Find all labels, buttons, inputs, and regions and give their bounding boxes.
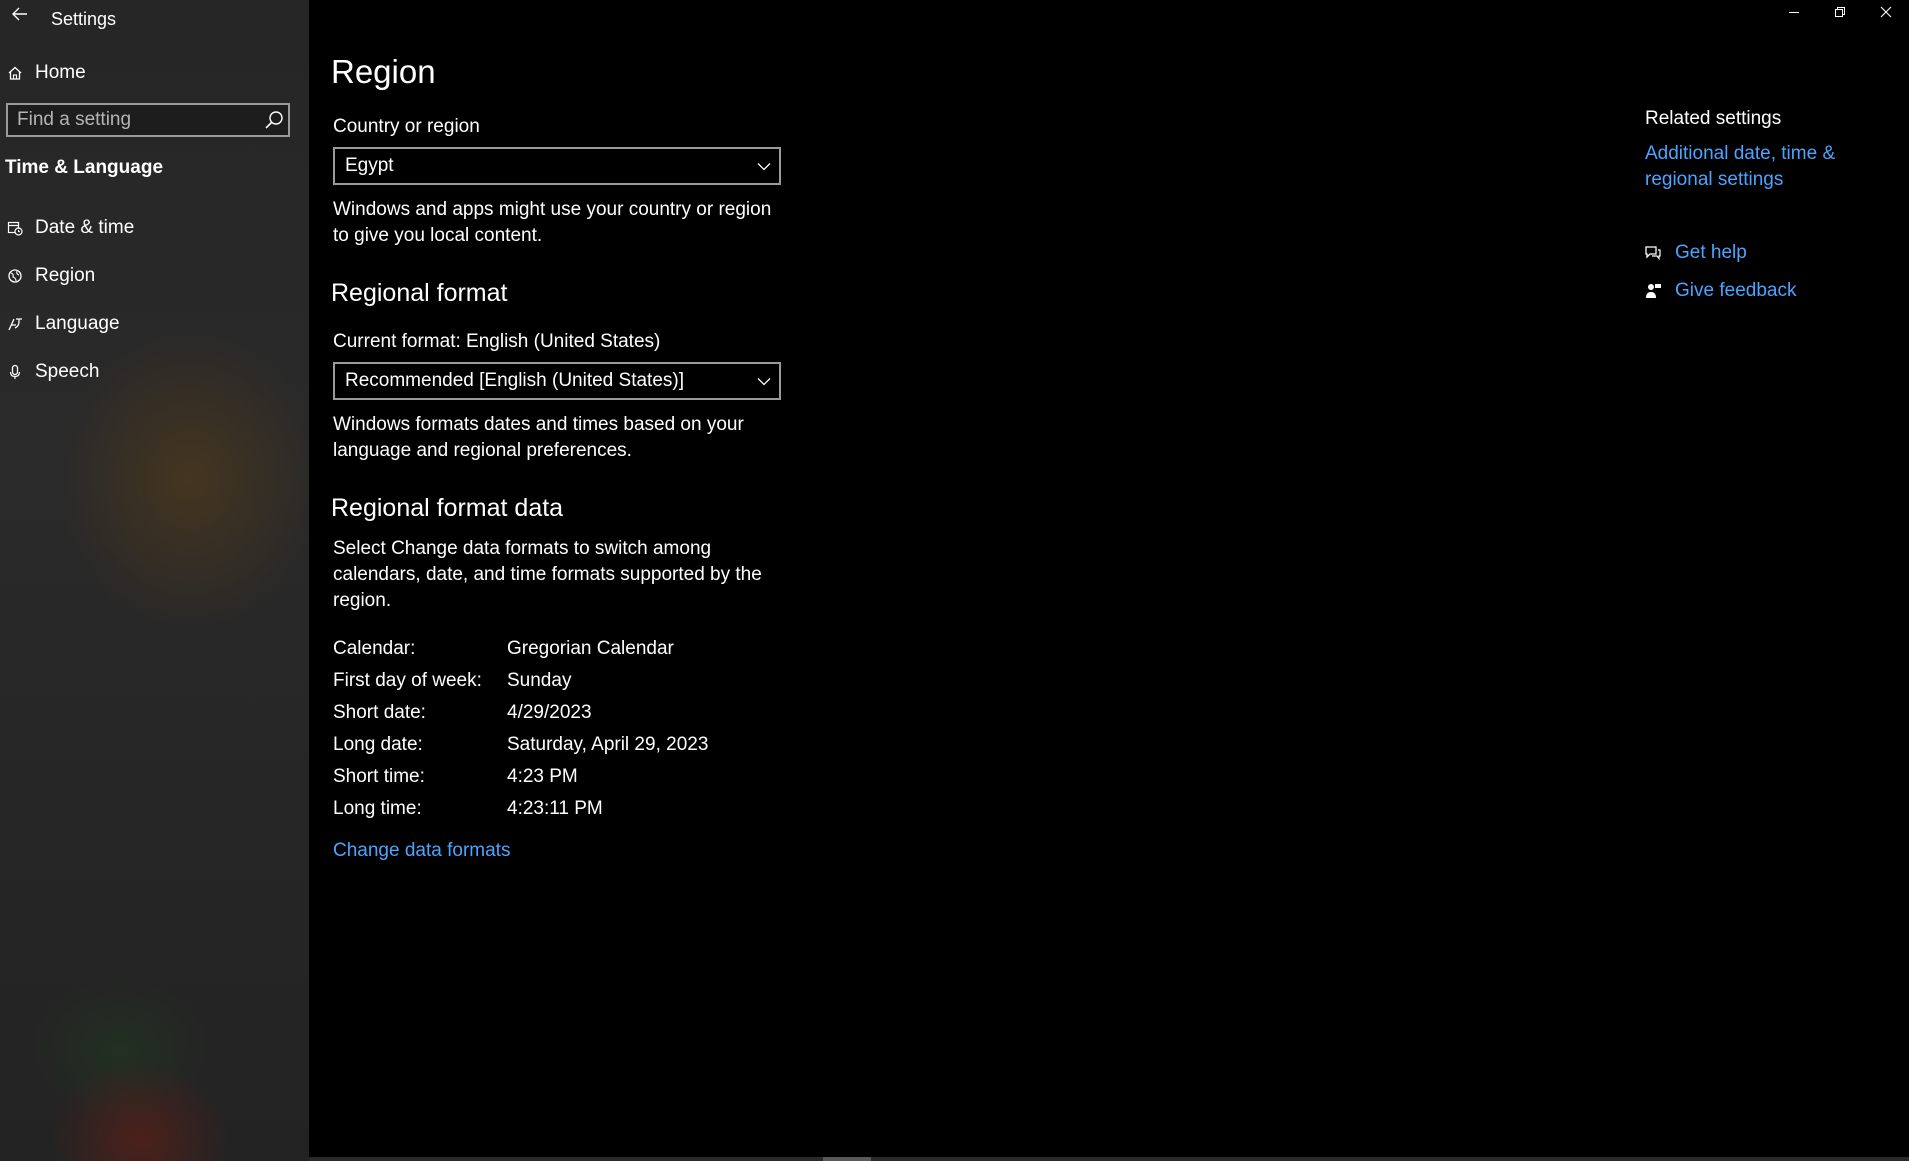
microphone-icon: [5, 362, 25, 382]
sidebar-item-speech[interactable]: [0, 354, 309, 390]
change-data-formats-link[interactable]: Change data formats: [333, 840, 511, 861]
get-help-label: Get help: [1675, 242, 1747, 263]
regional-format-heading: Regional format: [331, 279, 508, 307]
regional-format-dropdown[interactable]: [333, 362, 781, 400]
sidebar-item-label: Region: [35, 265, 96, 286]
related-settings-title: Related settings: [1645, 108, 1782, 129]
sidebar-item-date-time[interactable]: [0, 210, 309, 246]
country-dropdown[interactable]: [333, 147, 781, 185]
format-row-value: Saturday, April 29, 2023: [507, 734, 709, 755]
sidebar-item-home[interactable]: [0, 56, 309, 90]
format-row-key: First day of week:: [333, 670, 482, 691]
restore-icon: [1834, 5, 1846, 23]
format-row-key: Short date:: [333, 702, 426, 723]
minimize-icon: [1788, 5, 1800, 23]
restore-button[interactable]: [1817, 0, 1863, 28]
give-feedback-label: Give feedback: [1675, 280, 1797, 301]
format-row-value: Gregorian Calendar: [507, 638, 674, 659]
search-icon[interactable]: [264, 107, 284, 133]
country-selected-value: Egypt: [345, 155, 394, 176]
format-data-description: Select Change data formats to switch among calendars, date, and time formats supported by the region.: [333, 538, 762, 611]
calendar-clock-icon: [5, 218, 25, 238]
regional-format-description: Windows formats dates and times based on your language and regional preferences.: [333, 414, 744, 461]
format-row-value: 4:23:11 PM: [507, 798, 603, 819]
sidebar-item-region[interactable]: [0, 258, 309, 294]
help-chat-icon: [1642, 242, 1664, 264]
language-icon: [5, 314, 25, 334]
sidebar-item-label: Speech: [35, 361, 100, 382]
regional-format-selected-value: Recommended [English (United States)]: [345, 370, 684, 391]
window-title: Settings: [51, 9, 117, 29]
sidebar: [0, 0, 309, 1161]
close-icon: [1880, 5, 1892, 23]
current-format-label: Current format: English (United States): [333, 331, 661, 352]
format-row-value: Sunday: [507, 670, 572, 691]
close-button[interactable]: [1863, 0, 1909, 28]
globe-icon: [5, 266, 25, 286]
sidebar-item-language[interactable]: [0, 306, 309, 342]
minimize-button[interactable]: [1771, 0, 1817, 28]
sidebar-item-label: Date & time: [35, 217, 135, 238]
regional-format-data-heading: Regional format data: [331, 494, 564, 522]
give-feedback-link[interactable]: [1642, 277, 1796, 305]
sidebar-section-title: Time & Language: [5, 157, 164, 178]
country-description: Windows and apps might use your country or region to give you local content.: [333, 199, 772, 246]
format-row-key: Calendar:: [333, 638, 416, 659]
page-title: Region: [331, 53, 436, 90]
back-arrow-icon[interactable]: [6, 2, 34, 26]
feedback-icon: [1642, 280, 1664, 302]
chevron-down-icon: [749, 162, 779, 171]
format-row-value: 4:23 PM: [507, 766, 578, 787]
format-row-key: Short time:: [333, 766, 425, 787]
search-input[interactable]: [8, 108, 264, 132]
get-help-link[interactable]: [1642, 239, 1747, 267]
format-row-key: Long date:: [333, 734, 423, 755]
format-row-value: 4/29/2023: [507, 702, 592, 723]
country-label: Country or region: [333, 116, 480, 137]
search-box: [6, 103, 290, 137]
home-icon: [5, 63, 25, 83]
additional-settings-link[interactable]: Additional date, time & regional settings: [1645, 143, 1836, 190]
format-row-key: Long time:: [333, 798, 422, 819]
sidebar-item-label: Language: [35, 313, 120, 334]
horizontal-scrollbar[interactable]: [309, 1157, 1909, 1161]
scrollbar-thumb[interactable]: [823, 1157, 871, 1161]
sidebar-item-label: Home: [35, 62, 86, 83]
chevron-down-icon: [749, 377, 779, 386]
